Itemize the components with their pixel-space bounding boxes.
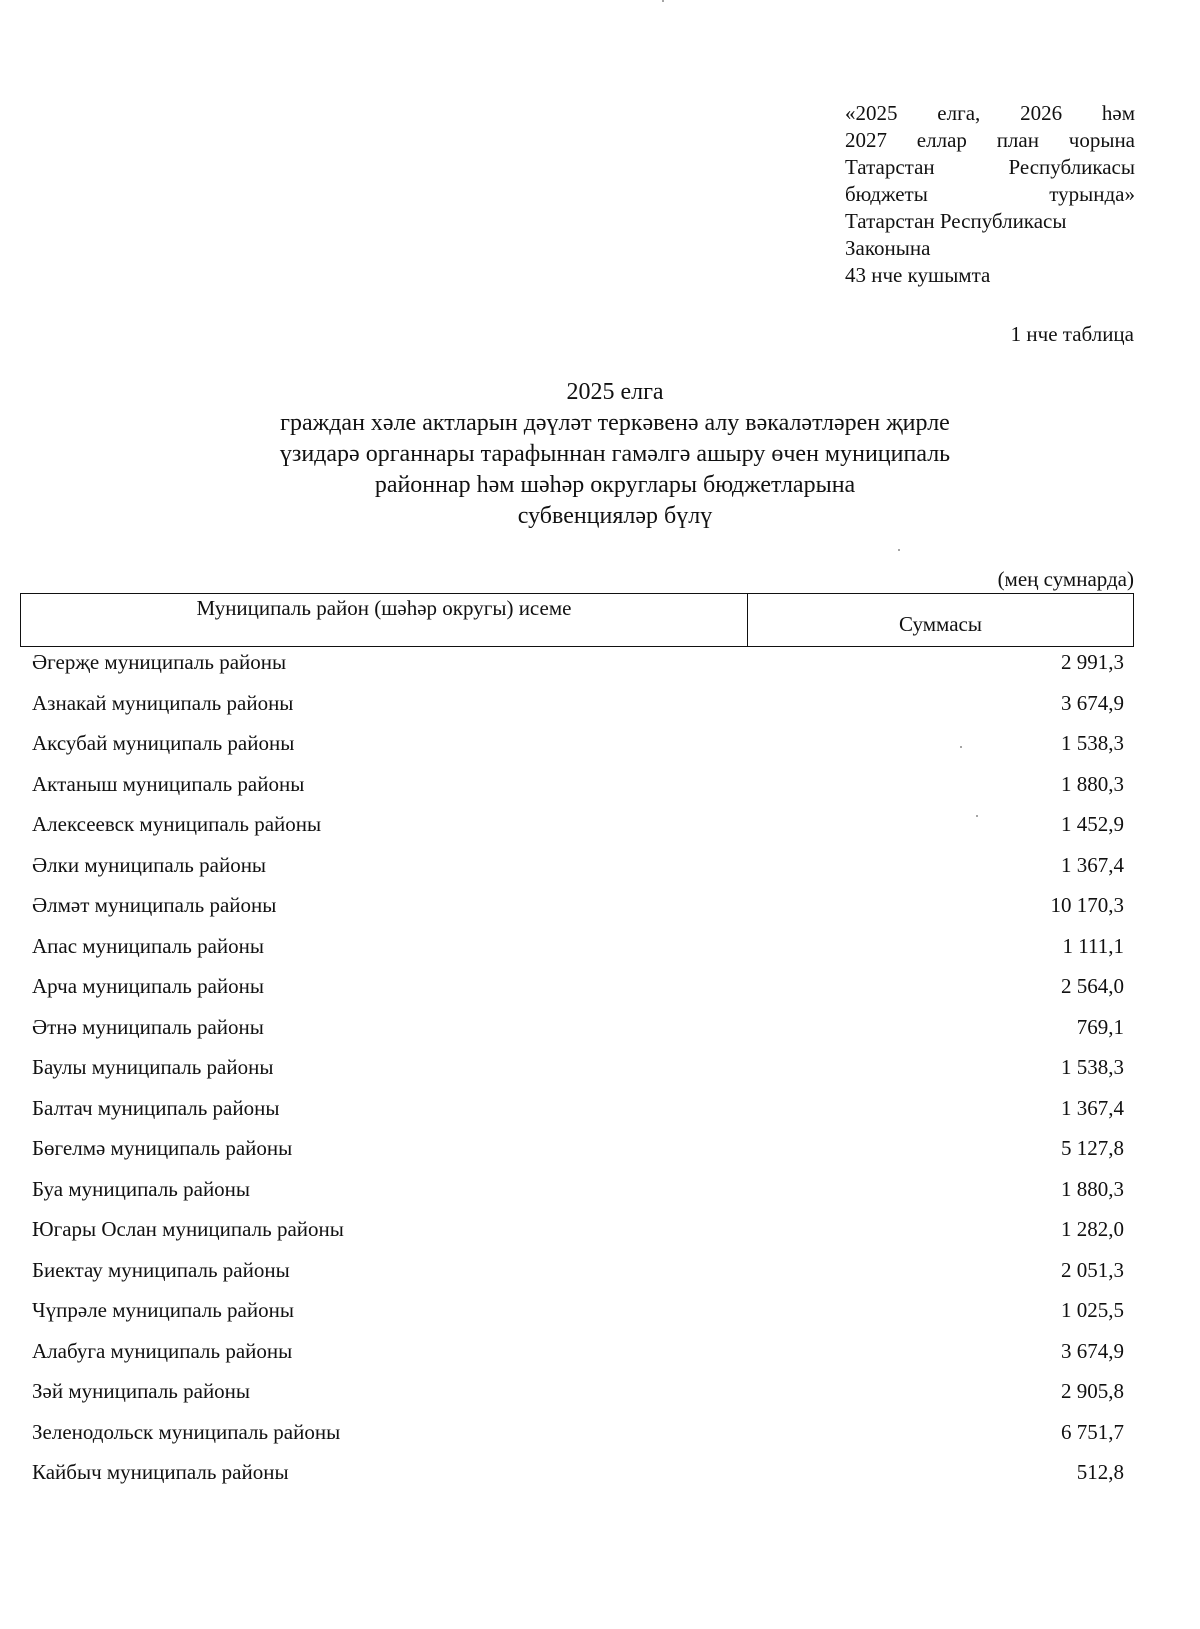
table-row <box>32 972 1124 1013</box>
annex-line: Законына <box>845 236 931 260</box>
row-name: Балтач муниципаль районы <box>32 1095 280 1120</box>
row-name: Апас муниципаль районы <box>32 933 264 958</box>
scan-speck <box>960 746 962 748</box>
row-amount: 512,8 <box>1076 1460 1124 1484</box>
row-name: Әгерҗе муниципаль районы <box>32 650 287 674</box>
table-row <box>32 1215 1124 1256</box>
row-name: Югары Ослан муниципаль районы <box>32 1217 344 1241</box>
row-amount: 6 751,7 <box>1061 1419 1124 1444</box>
table-row <box>32 1337 1124 1378</box>
annex-line: 2027 еллар план чорына <box>845 128 1135 152</box>
table-header <box>20 593 1134 647</box>
row-name: Актаныш муниципаль районы <box>32 771 305 796</box>
row-name: Алабуга муниципаль районы <box>32 1338 293 1363</box>
table-row <box>32 1296 1124 1337</box>
row-name: Кайбыч муниципаль районы <box>32 1460 289 1484</box>
row-amount: 1 538,3 <box>1061 731 1124 755</box>
row-amount: 10 170,3 <box>1050 893 1124 917</box>
table-row <box>32 1175 1124 1216</box>
units-note: (мең сумнарда) <box>997 567 1134 591</box>
table-row <box>32 648 1124 689</box>
table-row <box>32 1053 1124 1094</box>
annex-reference <box>845 100 1135 289</box>
row-amount: 1 025,5 <box>1061 1298 1124 1322</box>
table-row <box>32 932 1124 973</box>
row-amount: 2 991,3 <box>1061 650 1124 674</box>
table-row <box>32 1134 1124 1175</box>
row-name: Әлки муниципаль районы <box>32 852 267 877</box>
row-amount: 5 127,8 <box>1061 1136 1124 1160</box>
row-amount: 1 282,0 <box>1061 1217 1124 1241</box>
row-name: Биектау муниципаль районы <box>32 1257 290 1282</box>
scan-speck <box>662 0 664 2</box>
row-name: Азнакай муниципаль районы <box>32 690 294 715</box>
header-sum: Суммасы <box>899 612 982 636</box>
table-row <box>32 1458 1124 1499</box>
row-name: Буа муниципаль районы <box>32 1176 251 1201</box>
row-amount: 769,1 <box>1076 1014 1124 1039</box>
table-row <box>32 729 1124 770</box>
annex-line: Татарстан Республикасы <box>845 155 1135 179</box>
row-amount: 1 880,3 <box>1061 1176 1124 1201</box>
table-row <box>32 1418 1124 1459</box>
row-amount: 2 564,0 <box>1061 974 1124 998</box>
row-name: Бөгелмә муниципаль районы <box>32 1136 293 1160</box>
annex-line: Татарстан Республикасы <box>845 209 1067 233</box>
header-name: Муниципаль район (шәһәр округы) исеме <box>21 594 748 646</box>
table-row <box>32 1094 1124 1135</box>
table-row <box>32 689 1124 730</box>
table-row <box>32 1013 1124 1054</box>
table-row <box>32 891 1124 932</box>
annex-line: 43 нче кушымта <box>845 263 991 287</box>
table-row <box>32 1256 1124 1297</box>
row-amount: 1 367,4 <box>1061 1095 1124 1120</box>
row-name: Зеленодольск муниципаль районы <box>32 1419 341 1444</box>
annex-line: бюджеты турында» <box>845 182 1135 206</box>
row-name: Чүпрәле муниципаль районы <box>32 1298 294 1322</box>
row-amount: 1 367,4 <box>1061 852 1124 877</box>
row-name: Зәй муниципаль районы <box>32 1379 251 1403</box>
scan-speck <box>976 815 978 817</box>
row-amount: 2 051,3 <box>1061 1257 1124 1282</box>
row-name: Арча муниципаль районы <box>32 974 264 998</box>
row-amount: 2 905,8 <box>1061 1379 1124 1403</box>
table-row <box>32 810 1124 851</box>
row-amount: 3 674,9 <box>1061 1338 1124 1363</box>
title-line: районнар һәм шәһәр округлары бюджетларына <box>374 472 856 498</box>
title-line: үзидарә органнары тарафыннан гамәлгә ашыру өчен муниципаль <box>279 441 951 467</box>
row-name: Баулы муниципаль районы <box>32 1055 274 1079</box>
row-amount: 3 674,9 <box>1061 690 1124 715</box>
row-amount: 1 880,3 <box>1061 771 1124 796</box>
title-line: субвенцияләр бүлү <box>517 503 713 529</box>
table-row <box>32 1377 1124 1418</box>
table-row <box>32 851 1124 892</box>
row-amount: 1 538,3 <box>1061 1055 1124 1079</box>
row-name: Әтнә муниципаль районы <box>32 1014 264 1039</box>
row-name: Алексеевск муниципаль районы <box>32 812 322 836</box>
row-name: Әлмәт муниципаль районы <box>32 893 277 917</box>
annex-line: «2025 елга, 2026 һәм <box>845 101 1135 125</box>
table-row <box>32 770 1124 811</box>
row-amount: 1 452,9 <box>1061 812 1124 836</box>
table-body <box>32 648 1124 1499</box>
scan-speck <box>898 549 900 551</box>
title-line: 2025 елга <box>566 379 664 405</box>
document-title <box>100 377 1130 532</box>
row-name: Аксубай муниципаль районы <box>32 731 295 755</box>
row-amount: 1 111,1 <box>1062 933 1124 958</box>
table-number: 1 нче таблица <box>1010 322 1134 346</box>
title-line: граждан хәле актларын дәүләт теркәвенә алу вәкаләтләрен җирле <box>280 410 950 436</box>
